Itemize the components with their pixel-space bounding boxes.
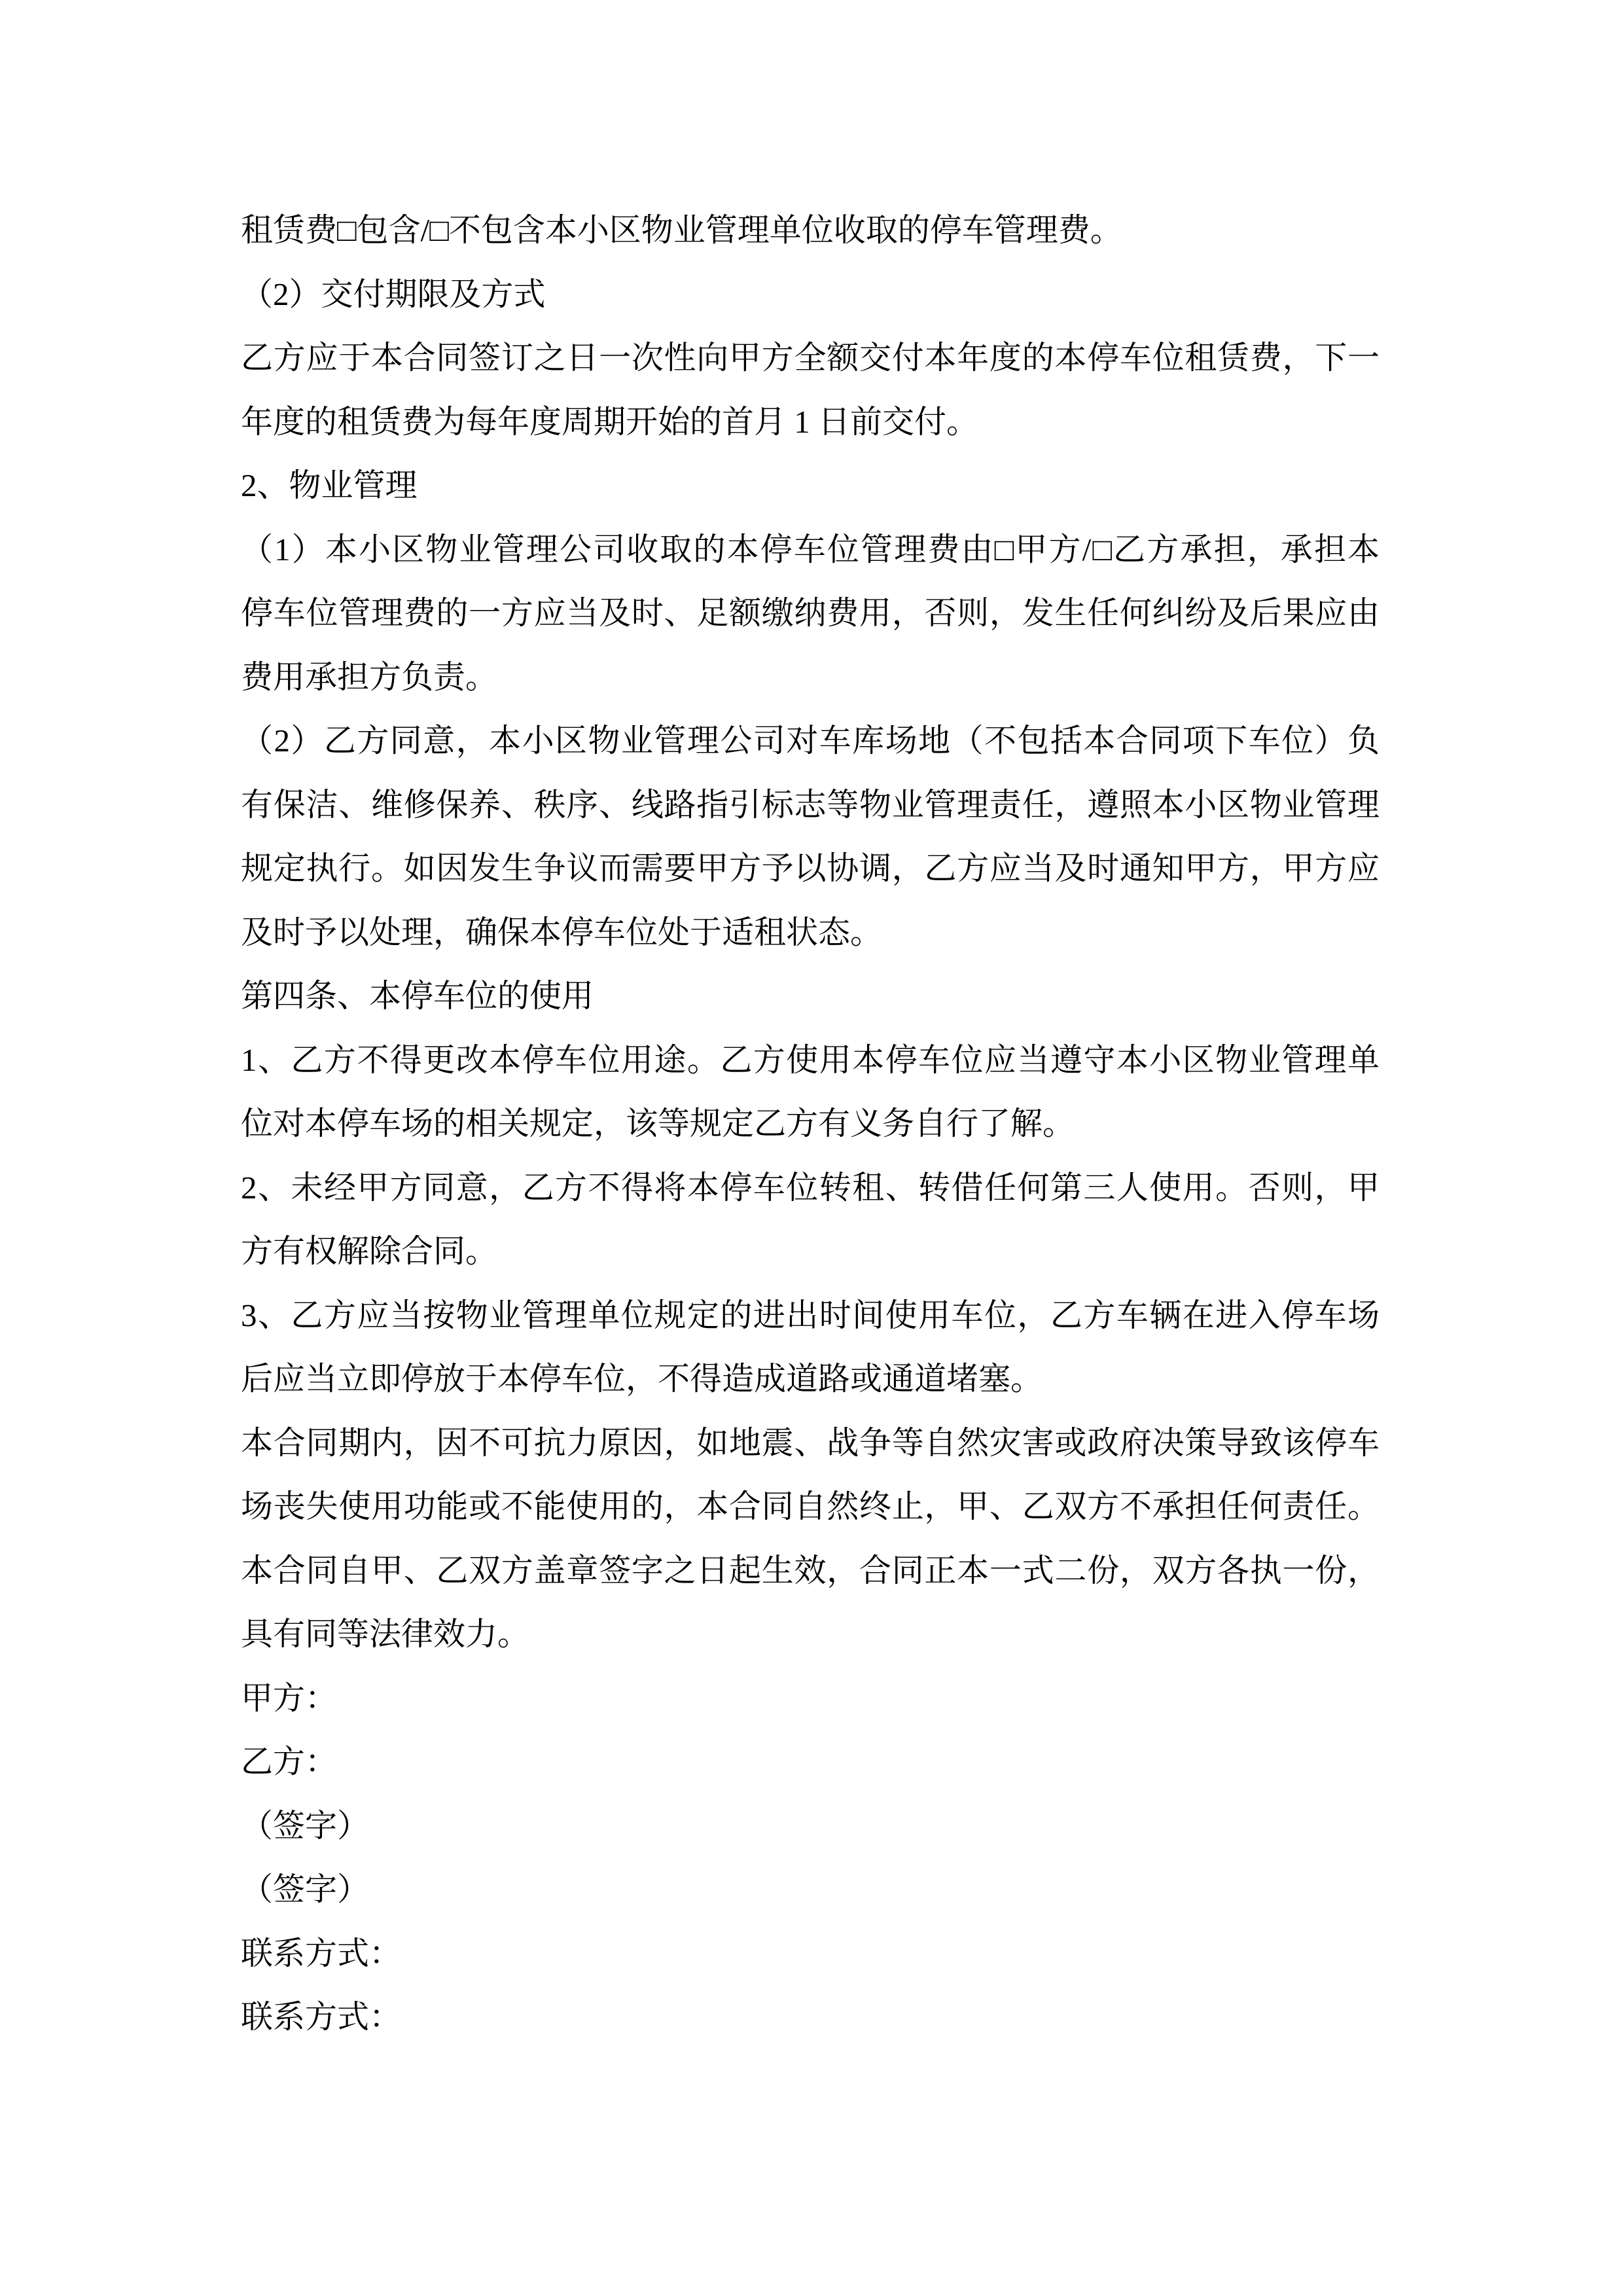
text-line: （1）本小区物业管理公司收取的本停车位管理费由□甲方/□乙方承担，承担本 — [241, 531, 1380, 567]
text-line: 方有权解除合同。 — [241, 1233, 498, 1269]
text-line: 本合同自甲、乙双方盖章签字之日起生效，合同正本一式二份，双方各执一份， — [241, 1552, 1380, 1588]
text-line: 具有同等法律效力。 — [241, 1616, 530, 1652]
text-line: 场丧失使用功能或不能使用的，本合同自然终止，甲、乙双方不承担任何责任。 — [241, 1488, 1380, 1524]
text-line: 甲方： — [241, 1679, 338, 1716]
text-line: （签字） — [241, 1807, 370, 1844]
text-line: （签字） — [241, 1871, 370, 1907]
text-line: 2、物业管理 — [241, 467, 418, 503]
text-line: 2、未经甲方同意，乙方不得将本停车位转租、转借任何第三人使用。否则，甲 — [241, 1169, 1380, 1206]
text-line: （2）乙方同意，本小区物业管理公司对车库场地（不包括本合同项下车位）负 — [241, 723, 1380, 759]
text-line: 停车位管理费的一方应当及时、足额缴纳费用，否则，发生任何纠纷及后果应由 — [241, 595, 1380, 631]
text-line: 3、乙方应当按物业管理单位规定的进出时间使用车位，乙方车辆在进入停车场 — [241, 1297, 1380, 1333]
text-line: 规定执行。如因发生争议而需要甲方予以协调，乙方应当及时通知甲方，甲方应 — [241, 850, 1380, 886]
text-line: 及时予以处理，确保本停车位处于适租状态。 — [241, 914, 883, 950]
text-line: （2）交付期限及方式 — [241, 276, 546, 312]
text-line: 乙方： — [241, 1744, 338, 1780]
text-line: 联系方式： — [241, 1999, 402, 2035]
text-line: 本合同期内，因不可抗力原因，如地震、战争等自然灾害或政府决策导致该停车 — [241, 1424, 1380, 1461]
text-line: 租赁费□包含/□不包含本小区物业管理单位收取的停车管理费。 — [241, 212, 1122, 248]
text-line: 费用承担方负责。 — [241, 658, 498, 695]
contract-text-block — [241, 198, 1380, 2049]
text-line: 1、乙方不得更改本停车位用途。乙方使用本停车位应当遵守本小区物业管理单 — [241, 1041, 1380, 1078]
text-line: 后应当立即停放于本停车位，不得造成道路或通道堵塞。 — [241, 1361, 1043, 1397]
text-line: 联系方式： — [241, 1935, 402, 1971]
text-line: 年度的租赁费为每年度周期开始的首月 1 日前交付。 — [241, 403, 979, 440]
text-line: 有保洁、维修保养、秩序、线路指引标志等物业管理责任，遵照本小区物业管理 — [241, 786, 1380, 823]
text-line: 位对本停车场的相关规定，该等规定乙方有义务自行了解。 — [241, 1105, 1075, 1141]
text-line: 乙方应于本合同签订之日一次性向甲方全额交付本年度的本停车位租赁费，下一 — [241, 340, 1380, 376]
text-line: 第四条、本停车位的使用 — [241, 978, 594, 1014]
